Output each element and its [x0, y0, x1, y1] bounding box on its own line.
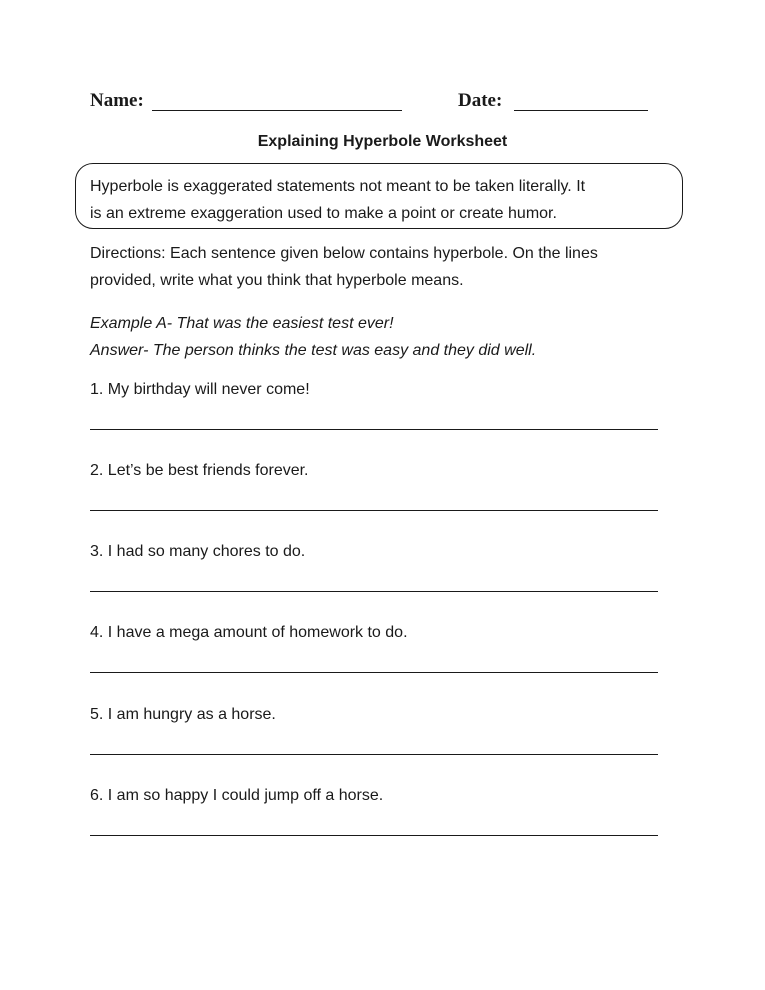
- question-text: 5. I am hungry as a horse.: [90, 706, 276, 723]
- answer-line-5[interactable]: [90, 754, 658, 755]
- header-row: [90, 90, 660, 116]
- definition-line-2: is an extreme exaggeration used to make a point or create humor.: [90, 205, 557, 222]
- question-text: 6. I am so happy I could jump off a horse.: [90, 787, 384, 804]
- question-4: [90, 622, 660, 682]
- worksheet-title: Explaining Hyperbole Worksheet: [257, 133, 508, 150]
- directions-line-2: provided, write what you think that hyperbole means.: [90, 272, 464, 289]
- question-1: [90, 379, 660, 439]
- answer-line-6[interactable]: [90, 835, 658, 836]
- example-sentence: Example A- That was the easiest test ever!: [90, 315, 394, 332]
- answer-line-4[interactable]: [90, 672, 658, 673]
- answer-line-3[interactable]: [90, 591, 658, 592]
- question-text: 2. Let’s be best friends forever.: [90, 462, 309, 479]
- example-block: [90, 310, 690, 364]
- example-answer: Answer- The person thinks the test was easy and they did well.: [90, 342, 537, 359]
- date-label: Date:: [458, 90, 503, 111]
- question-6: [90, 785, 660, 845]
- definition-box: [75, 163, 683, 229]
- date-blank-line[interactable]: [514, 110, 648, 111]
- name-blank-line[interactable]: [152, 110, 402, 111]
- directions: [90, 240, 690, 294]
- name-label: Name:: [90, 90, 144, 111]
- question-5: [90, 704, 660, 764]
- question-3: [90, 541, 660, 601]
- definition-line-1: Hyperbole is exaggerated statements not meant to be taken literally. It: [90, 178, 586, 195]
- directions-line-1: Directions: Each sentence given below contains hyperbole. On the lines: [90, 245, 598, 262]
- answer-line-1[interactable]: [90, 429, 658, 430]
- question-text: 3. I had so many chores to do.: [90, 543, 306, 560]
- question-text: 1. My birthday will never come!: [90, 381, 310, 398]
- question-text: 4. I have a mega amount of homework to do.: [90, 624, 408, 641]
- answer-line-2[interactable]: [90, 510, 658, 511]
- question-2: [90, 460, 660, 520]
